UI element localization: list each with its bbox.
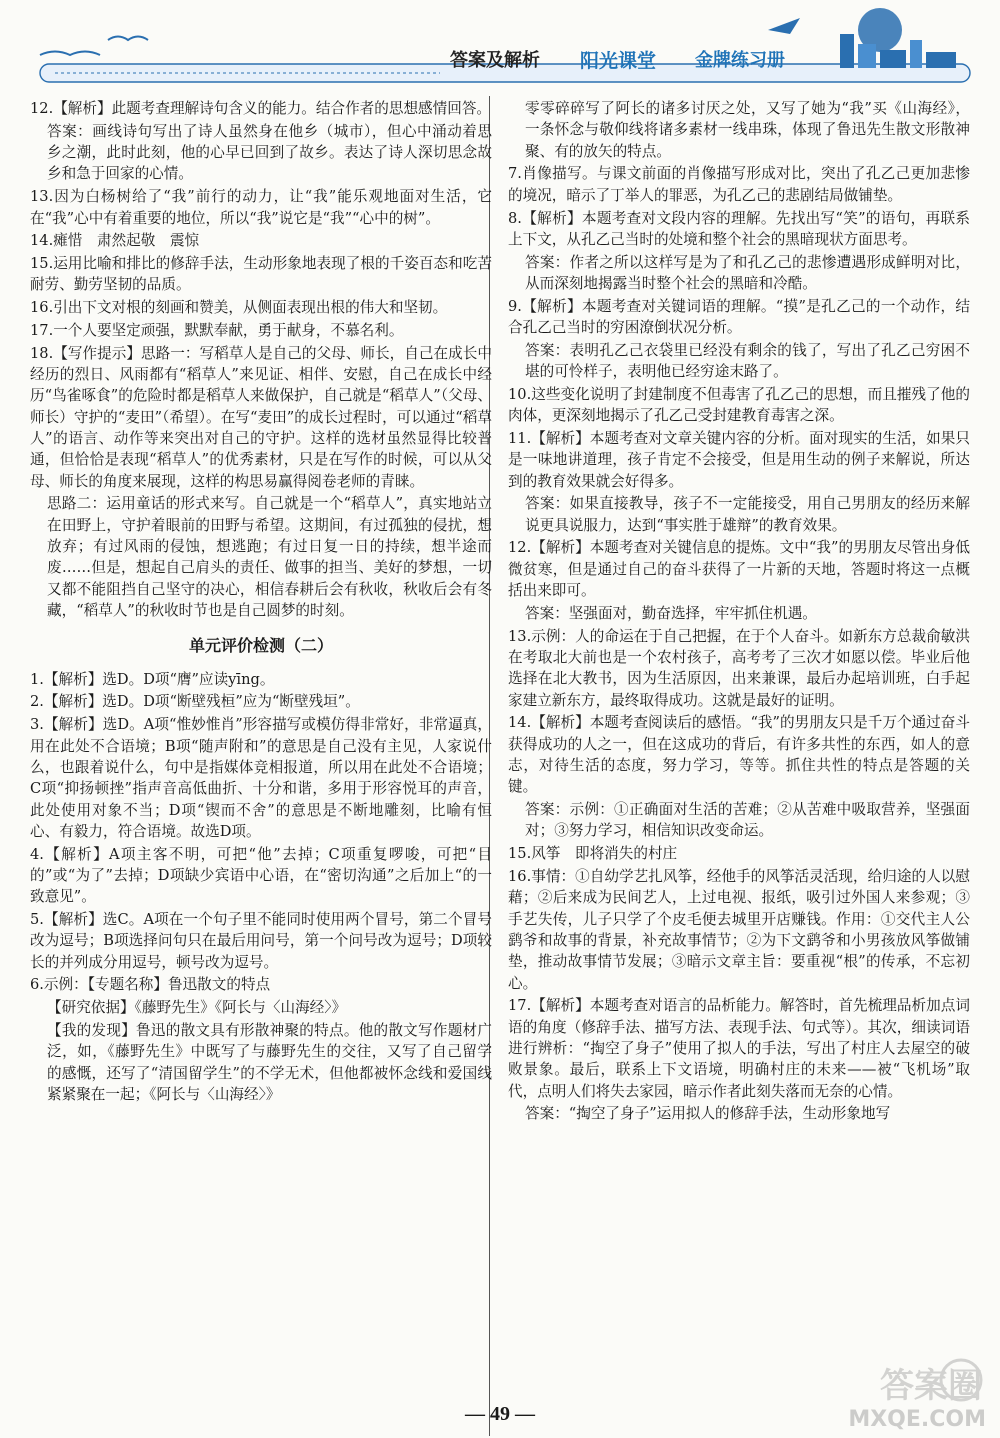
answer-paragraph: 答案：“掏空了身子”运用拟人的修辞手法，生动形象地写	[525, 1105, 891, 1123]
answer-paragraph: 18.【写作提示】思路一：写稻草人是自己的父母、师长，自己在成长中经历的烈日、风雨都有“稻草人”来见证、相伴、安慰，自己在成长中经历“鸟雀啄食”的危险时都是稻草人来做保护，自己就是“稻草人”（父母、师长）守护的“麦田”（希望）。在写“麦田”的成长过程时，可以通过“稻草人”的语言、动作等来突出对自己的守护。这样的选材虽然显得比较普通，但恰恰是表现“稻草人”的优秀素材，只是在写作的时候，可以从父母、师长的角度来展现，这样的构思易赢得阅卷老师的青睐。	[30, 344, 492, 490]
header-answer-label: 答案及解析	[450, 50, 540, 71]
answer-paragraph: 答案：画线诗句写出了诗人虽然身在他乡（城市），但心中涌动着思乡之潮，此时此刻，他的心早已回到了故乡。表达了诗人深切思念故乡和急于回家的心情。	[47, 122, 492, 183]
answer-paragraph: 答案：作者之所以这样写是为了和孔乙己的悲惨遭遇形成鲜明对比，从而深刻地揭露当时整个社会的黑暗和冷酷。	[525, 253, 970, 292]
right-column	[508, 98, 970, 1126]
answer-paragraph: 1.【解析】选D。D项“膺”应读yīng。	[30, 670, 275, 688]
answer-paragraph: 13.示例：人的命运在于自己把握，在于个人奋斗。如新东方总裁俞敏洪在考取北大前也是一个农村孩子，高考考了三次才如愿以偿。毕业后他选择在北大教书，因为生活原因，出来兼课，最后办起培训班，白手起家建立新东方，最终取得成功。这就是最好的证明。	[508, 627, 970, 709]
answer-paragraph: 答案：如果直接教导，孩子不一定能接受，用自己男朋友的经历来解说更具说服力，达到“事实胜于雄辩”的教育效果。	[525, 495, 970, 534]
answer-paragraph: 14.【解析】本题考查阅读后的感悟。“我”的男朋友只是千万个通过奋斗获得成功的人之一，但在这成功的背后，有许多共性的东西，如人的意志，对待生活的态度，努力学习，等等。抓住共性的特点是答题的关键。	[508, 714, 970, 796]
answer-paragraph: 12.【解析】此题考查理解诗句含义的能力。结合作者的思想感情回答。	[30, 100, 492, 117]
answer-paragraph: 16.事情：①自幼学艺扎风筝，经他手的风筝活灵活现，给归途的人以慰藉；②后来成为民间艺人，上过电视、报纸，吸引过外国人来参观；③手艺失传，儿子只学了个皮毛便去城里开店赚钱。作用：①交代主人公鹞爷和故事的背景，补充故事情节；②为下文鹞爷和小男孩放风筝做铺垫，推动故事情节发展；③暗示文章主旨：要重视“根”的传承，不忘初心。	[508, 867, 970, 992]
answer-paragraph: 零零碎碎写了阿长的诸多讨厌之处，又写了她为“我”买《山海经》，一条怀念与敬仰线将诸多素材一线串珠，体现了鲁迅先生散文形散神聚、有的放矢的特点。	[525, 100, 970, 160]
header-series: 金牌练习册	[695, 50, 785, 71]
answer-paragraph: 15.运用比喻和排比的修辞手法，生动形象地表现了根的千姿百态和吃苦耐劳、勤劳坚韧的品质。	[30, 254, 492, 294]
answer-paragraph: 答案：示例：①正确面对生活的苦难；②从苦难中吸取营养，坚强面对；③努力学习，相信知识改变命运。	[525, 801, 970, 840]
answer-paragraph: 6.示例：【专题名称】鲁迅散文的特点	[30, 976, 271, 994]
answer-paragraph: 【研究依据】《藤野先生》《阿长与〈山海经〉》	[47, 999, 347, 1017]
answer-paragraph: 2.【解析】选D。D项“断壁残桓”应为“断壁残垣”。	[30, 693, 360, 711]
answer-paragraph: 13.因为白杨树给了“我”前行的动力，让“我”能乐观地面对生活，它在“我”心中有着重要的地位，所以“我”说它是“我”“心中的树”。	[30, 188, 492, 227]
answer-paragraph: 9.【解析】本题考查对关键词语的理解。“摸”是孔乙己的一个动作，结合孔乙己当时的穷困潦倒状况分析。	[508, 297, 970, 336]
answer-paragraph: 10.这些变化说明了封建制度不但毒害了孔乙己的思想，而且摧残了他的肉体，更深刻地揭示了孔乙己受封建教育毒害之深。	[508, 385, 970, 425]
header-brand: 阳光课堂	[580, 50, 657, 72]
answer-paragraph: 思路二：运用童话的形式来写。自己就是一个“稻草人”，真实地站立在田野上，守护着眼前的田野与希望。这期间，有过孤独的侵扰，想放弃；有过风雨的侵蚀，想逃跑；有过日复一日的持续，想半途而废……但是，想起自己肩头的责任、做事的担当、美好的梦想，一切又都不能阻挡自己坚守的决心，相信春耕后会有秋收，秋收后会有冬藏，“稻草人”的秋收时节也是自己圆梦的时刻。	[47, 495, 492, 620]
answer-paragraph: 5.【解析】选C。A项在一个句子里不能同时使用两个冒号，第二个冒号改为逗号；B项选择问句只在最后用问号，第一个问号改为逗号；D项较长的并列成分用逗号，顿号改为逗号。	[30, 911, 492, 971]
section-title: 单元评价检测（二）	[188, 636, 333, 656]
answer-paragraph: 11.【解析】本题考查对文章关键内容的分析。面对现实的生活，如果只是一味地讲道理，孩子肯定不会接受，但是用生动的例子来解说，所达到的教育效果就会好得多。	[508, 429, 970, 490]
answer-paragraph: 8.【解析】本题考查对文段内容的理解。先找出写“笑”的语句，再联系上下文，从孔乙己当时的处境和整个社会的黑暗现状方面思考。	[508, 209, 970, 248]
answer-paragraph: 16.引出下文对根的刻画和赞美，从侧面表现出根的伟大和坚韧。	[30, 299, 448, 317]
answer-paragraph: 14.瘫惜 肃然起敬 震惊	[30, 232, 200, 250]
answer-paragraph: 4.【解析】A项主客不明，可把“他”去掉；C项重复啰唆，可把“目的”或“为了”去掉；D项缺少宾语中心语，在“密切沟通”之后加上“的一致意见”。	[30, 845, 492, 906]
answer-paragraph: 【我的发现】鲁迅的散文具有形散神聚的特点。他的散文写作题材广泛，如，《藤野先生》中既写了与藤野先生的交往，又写了自己留学的感慨，还写了“清国留学生”的不学无术，但他都被怀念线和爱国线紧紧聚在一起；《阿长与〈山海经〉》	[47, 1021, 492, 1103]
left-column	[30, 98, 492, 1107]
answer-paragraph: 17.【解析】本题考查对语言的品析能力。解答时，首先梳理品析加点词语的角度（修辞手法、描写方法、表现手法、句式等）。其次，细读词语进行辨析：“掏空了身子”使用了拟人的手法，写出了村庄人去屋空的破败景象。最后，联系上下文语境，明确村庄的未来——被“飞机场”取代，点明人们将失去家园，暗示作者此刻失落而无奈的心情。	[508, 997, 970, 1100]
page-header	[0, 0, 1000, 92]
answer-paragraph: 12.【解析】本题考查对关键信息的提炼。文中“我”的男朋友尽管出身低微贫寒，但是通过自己的奋斗获得了一片新的天地，答题时将这一点概括出来即可。	[508, 539, 970, 600]
answer-paragraph: 答案：表明孔乙己衣袋里已经没有剩余的钱了，写出了孔乙己穷困不堪的可怜样子，表明他已经穷途末路了。	[525, 341, 970, 381]
answer-paragraph: 3.【解析】选D。A项“惟妙惟肖”形容描写或模仿得非常好，非常逼真，用在此处不合语境；B项“随声附和”的意思是自己没有主见，人家说什么，也跟着说什么，句中是指媒体竞相报道，所以用在此处不合语境；C项“抑扬顿挫”指声音高低曲折、十分和谐，多用于形容悦耳的声音，此处使用对象不当；D项“锲而不舍”的意思是不断地雕刻，比喻有恒心、有毅力，符合语境。故选D项。	[30, 716, 492, 840]
answer-paragraph: 15.风筝 即将消失的村庄	[508, 845, 678, 863]
answer-paragraph: 17.一个人要坚定顽强，默默奉献，勇于献身，不慕名利。	[30, 321, 404, 339]
answer-paragraph: 7.肖像描写。与课文前面的肖像描写形成对比，突出了孔乙己更加悲惨的境况，暗示了丁举人的罪恶，为孔乙己的悲剧结局做铺垫。	[508, 165, 970, 204]
page-number: — 49 —	[465, 1403, 535, 1425]
watermark-big: 答案圈	[880, 1366, 982, 1406]
watermark	[821, 1358, 986, 1432]
answer-paragraph: 答案：坚强面对，勤奋选择，牢牢抓住机遇。	[525, 604, 817, 622]
watermark-url: MXQE.COM	[848, 1407, 986, 1432]
